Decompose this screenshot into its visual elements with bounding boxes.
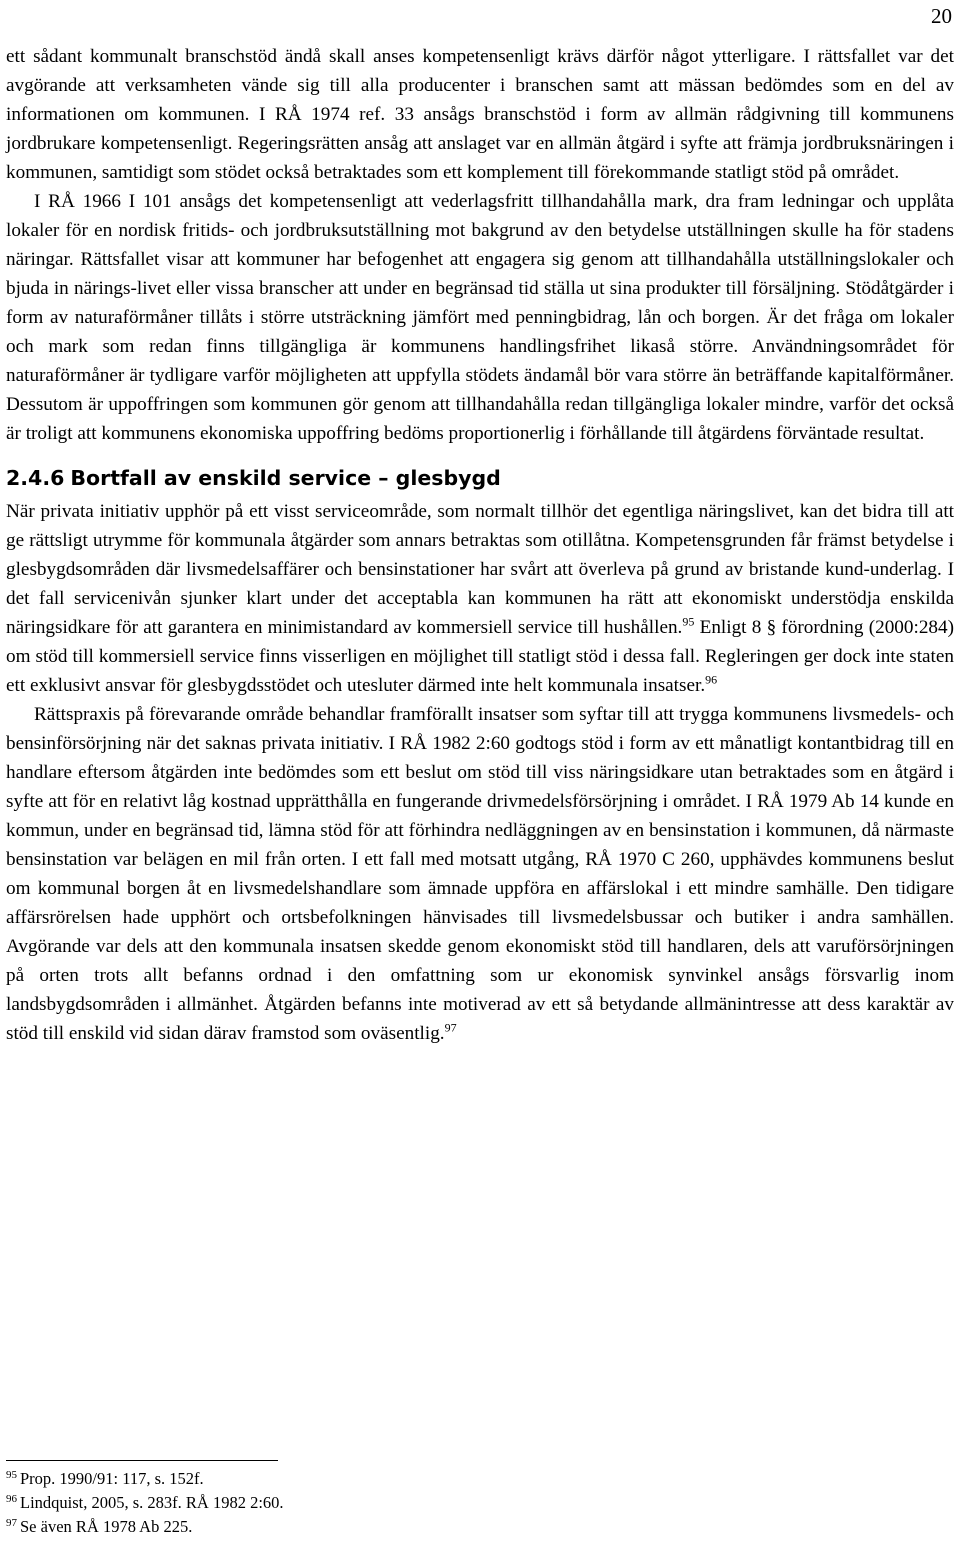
footnote-96 <box>6 1491 606 1515</box>
footnote-ref-96[interactable]: 96 <box>705 672 718 687</box>
footnote-number: 97 <box>6 1516 17 1529</box>
page-number: 20 <box>931 4 952 28</box>
footnote-97 <box>6 1515 606 1539</box>
footnote-95 <box>6 1467 606 1491</box>
paragraph-rattspraxis-text: Rättspraxis på förevarande område behandlar framförallt insatser som syftar till att trygga kommunens livsmedels- och bensinförsörjning när det saknas privata initiativ. I RÅ 1982 2:60 godtogs stöd i form av ett månatligt kontantbidrag till en handlare eftersom åtgärden inte bedömdes som ett beslut om stöd till viss näringsidkare utan betraktades som en åtgärd i syfte att för en relativt låg kostnad upprätthålla en fungerande drivmedelsförsörjning i området. I RÅ 1979 Ab 14 kunde en kommun, under en begränsad tid, lämna stöd för att förhindra nedläggningen av en bensinstation i kommunen, då närmaste bensinstation var belägen en mil från orten. I ett fall med motsatt utgång, RÅ 1970 C 260, upphävdes kommunens beslut om kommunal borgen åt en livsmedelshandlare som ämnade uppföra en affärslokal i ett mindre samhälle. Den tidigare affärsrörelsen hade upphört och ortsbefolkningen hänvisades till livsmedelsbussar och butiker i andra samhällen. Avgörande var dels att den kommunala insatsen skedde genom ekonomiskt stöd till handlaren, dels att varuförsörjningen på orten trots allt befanns ordnad i den omfattning som ur ekonomisk synvinkel ansågs försvarlig inom landsbygdsområden i allmänhet. Åtgärden befanns inte motiverad av ett så betydande allmänintresse att dess karaktär av stöd till enskild vid sidan därav framstod som oväsentlig. <box>6 704 954 1044</box>
footnote-number: 96 <box>6 1492 17 1505</box>
paragraph-glesbygd-text-a: När privata initiativ upphör på ett visst serviceområde, som normalt tillhör det egentliga näringslivet, kan det bidra till att ge rättsligt utrymme för kommunala åtgärder som annars betraktas som otillåtna. Kompetensgrunden får främst betydelse i glesbygdsområden där livsmedelsaffärer och bensinstationer har svårt att överleva på grund av bristande kund-underlag. I det fall servicenivån sjunker klart under det acceptabla kan kommunen ha rätt att ekonomiskt understödja enskilda näringsidkare för att garantera en minimistandard av kommersiell service till hushållen. <box>6 501 954 638</box>
paragraph-continuation: ett sådant kommunalt branschstöd ändå skall anses kompetensenligt krävs därför något ytterligare. I rättsfallet var det avgörande att verksamheten vände sig till alla producenter i branschen samt att mässan bedömdes som en del av informationen om kommunen. I RÅ 1974 ref. 33 ansågs branschstöd i form av allmän rådgivning till kommunens jordbrukare kompetensenligt. Regeringsrätten ansåg att anslaget var en allmän åtgärd i syfte att främja jordbruksnäringen i kommunen, samtidigt som stödet också betraktades som ett komplement till förekommande statligt stöd på området. <box>6 46 954 183</box>
footnote-text: Prop. 1990/91: 117, s. 152f. <box>20 1469 204 1488</box>
footnote-text: Lindquist, 2005, s. 283f. RÅ 1982 2:60. <box>20 1493 284 1512</box>
footnotes <box>6 1460 606 1539</box>
footnote-ref-95[interactable]: 95 <box>682 614 695 629</box>
footnote-ref-97[interactable]: 97 <box>444 1020 457 1035</box>
footnote-number: 95 <box>6 1468 17 1481</box>
footnote-text: Se även RÅ 1978 Ab 225. <box>20 1517 193 1536</box>
section-title: Bortfall av enskild service – glesbygd <box>70 466 501 490</box>
paragraph-ra-1966: I RÅ 1966 I 101 ansågs det kompetensenligt att vederlagsfritt tillhandahålla mark, dra fram ledningar och upplåta lokaler för en nordisk fritids- och jordbruksutställning mot bakgrund av den betydelse utställningen skulle ha för stadens näringar. Rättsfallet visar att kommuner har befogenhet att engagera sig genom att tillhandahålla utställningslokaler och bjuda in närings-livet eller vissa branscher att under en begränsad tid ställa ut sina produkter till försäljning. Stödåtgärder i form av naturaförmåner tillåts i större utsträckning jämfört med penningbidrag, lån och borgen. Är det fråga om lokaler och mark som redan finns tillgängliga är kommunens handlingsfrihet likaså större. Användningsområdet för naturaförmåner är tydligare varför möjligheten att uppfylla stödets ändamål bör vara större än beträffande kapitalförmåner. Dessutom är uppoffringen som kommunen gör genom att tillhandahålla redan tillgängliga lokaler mindre, varför det också är troligt att kommunens ekonomiska uppoffring bedöms proportionerlig i förhållande till åtgärdens förväntade resultat. <box>6 191 954 444</box>
footnote-divider <box>6 1460 278 1461</box>
section-number: 2.4.6 <box>6 466 65 490</box>
document-body <box>6 42 954 1048</box>
section-heading <box>6 464 954 492</box>
paragraph-glesbygd-text-b: Enligt 8 § förordning (2000:284) om stöd till kommersiell service finns visserligen en möjlighet till statligt stöd i dessa fall. Regleringen ger dock inte staten ett exklusivt ansvar för glesbygdsstödet och utesluter därmed inte helt kommunala insatser. <box>6 617 955 696</box>
paragraph-rattspraxis <box>6 700 954 1048</box>
paragraph-glesbygd <box>6 497 954 700</box>
